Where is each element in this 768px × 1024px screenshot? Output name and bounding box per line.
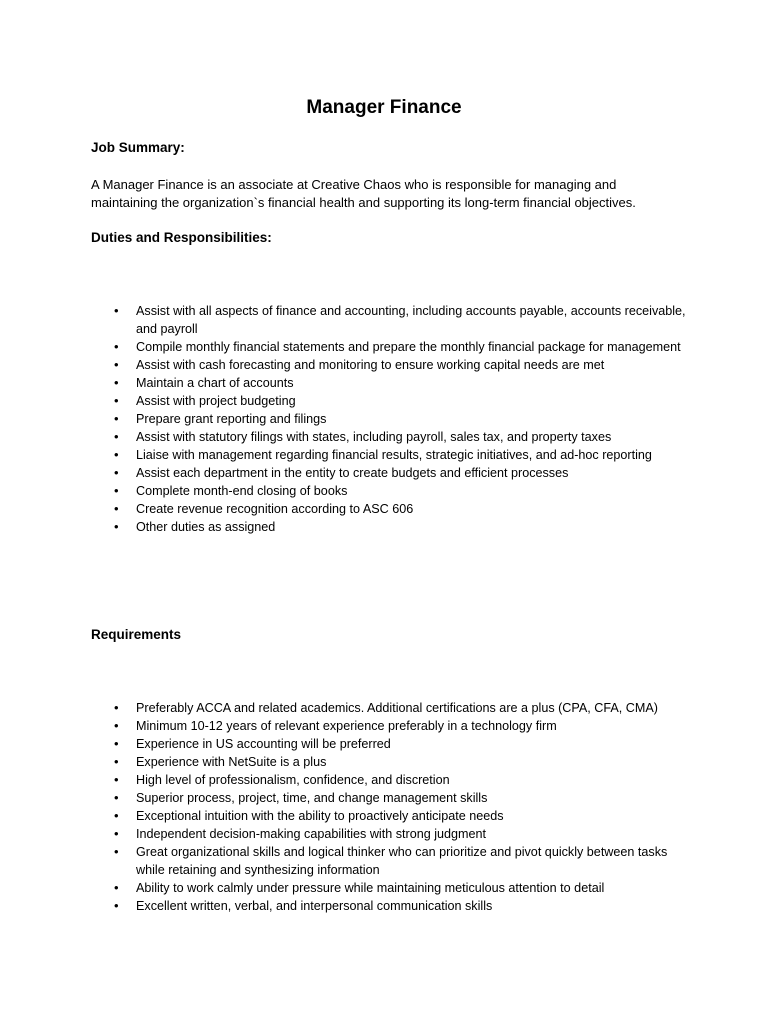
list-item: • Independent decision-making capabilities with strong judgment: [0, 825, 696, 843]
job-summary-heading: Job Summary:: [91, 140, 185, 155]
list-item: • Exceptional intuition with the ability to proactively anticipate needs: [0, 807, 696, 825]
list-item: • Minimum 10-12 years of relevant experience preferably in a technology firm: [0, 717, 696, 735]
list-item: • Assist each department in the entity to create budgets and efficient processes: [0, 464, 696, 482]
page-title: Manager Finance: [306, 97, 462, 118]
list-item: • Ability to work calmly under pressure while maintaining meticulous attention to detail: [0, 879, 696, 897]
list-item: • Superior process, project, time, and change management skills: [0, 789, 696, 807]
list-item: • Experience with NetSuite is a plus: [0, 753, 696, 771]
list-item: • Maintain a chart of accounts: [0, 374, 696, 392]
list-item: • Assist with project budgeting: [0, 392, 696, 410]
list-item: • Excellent written, verbal, and interpersonal communication skills: [0, 897, 696, 915]
list-item: • Preferably ACCA and related academics. Additional certifications are a plus (CPA, CFA, CMA): [0, 699, 696, 717]
list-item: • Experience in US accounting will be preferred: [0, 735, 696, 753]
list-item: • Other duties as assigned: [0, 518, 696, 536]
duties-list: [0, 302, 696, 536]
list-item: • Compile monthly financial statements and prepare the monthly financial package for management: [0, 338, 696, 356]
requirements-list: [0, 699, 696, 915]
list-item: • Liaise with management regarding financial results, strategic initiatives, and ad-hoc reporting: [0, 446, 696, 464]
list-item: • Assist with cash forecasting and monitoring to ensure working capital needs are met: [0, 356, 696, 374]
list-item: • Assist with all aspects of finance and accounting, including accounts payable, accounts receivable, and payroll: [0, 302, 696, 338]
list-item: • High level of professionalism, confidence, and discretion: [0, 771, 696, 789]
list-item: • Great organizational skills and logical thinker who can prioritize and pivot quickly between tasks while retaining and synthesizing information: [0, 843, 696, 879]
list-item: • Complete month-end closing of books: [0, 482, 696, 500]
list-item: • Create revenue recognition according to ASC 606: [0, 500, 696, 518]
requirements-heading: Requirements: [91, 627, 182, 642]
list-item: • Assist with statutory filings with states, including payroll, sales tax, and property taxes: [0, 428, 696, 446]
list-item: • Prepare grant reporting and filings: [0, 410, 696, 428]
duties-heading: Duties and Responsibilities:: [91, 230, 272, 245]
job-summary-text: A Manager Finance is an associate at Creative Chaos who is responsible for managing and maintaining the organization`s financial health and supporting its long-term financial objectives.: [91, 177, 636, 210]
